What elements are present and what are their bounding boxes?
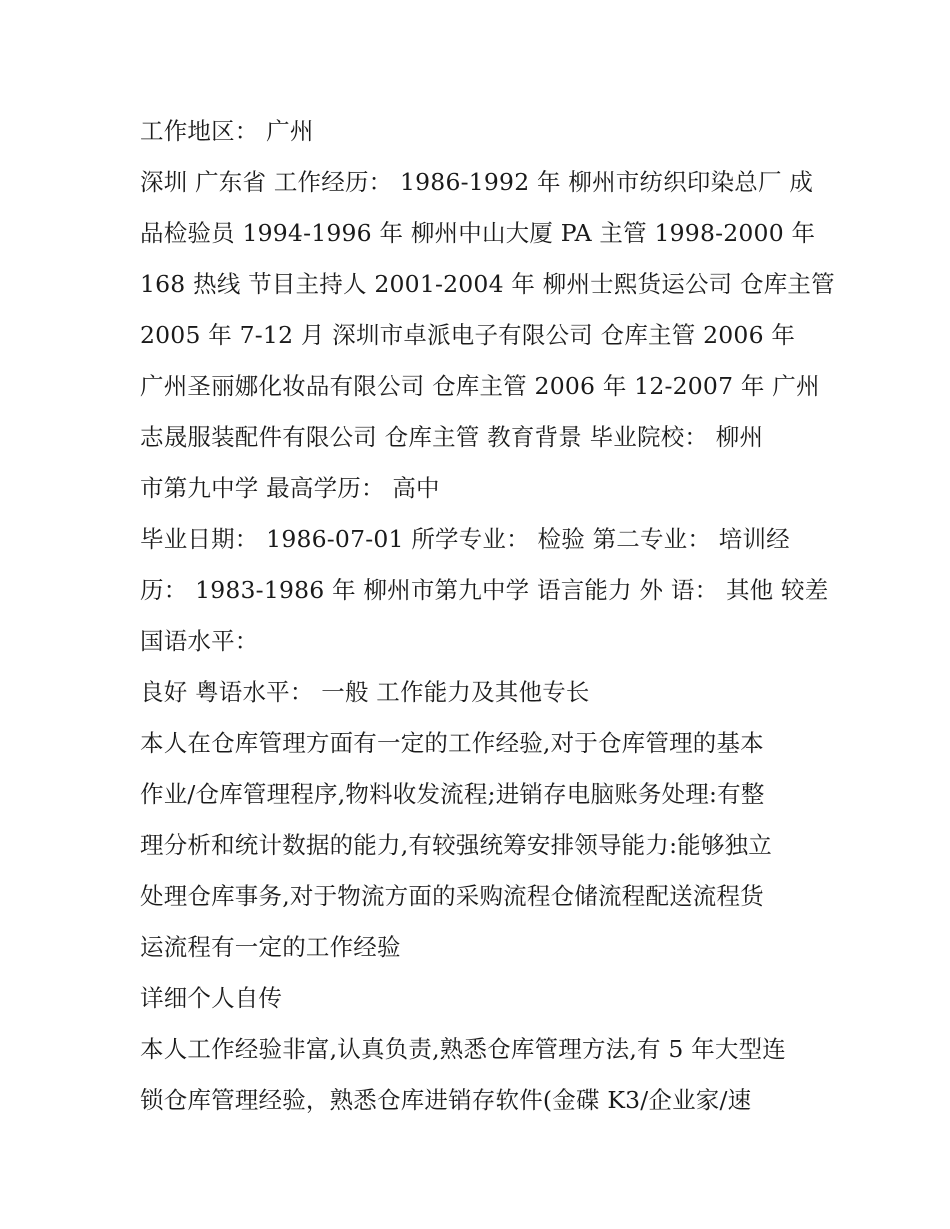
text-line-skills-5: 运流程有一定的工作经验 <box>140 933 401 961</box>
text-line-training-language: 历： 1983-1986 年 柳州市第九中学 语言能力 外 语： 其他 较差 <box>140 576 829 604</box>
text-line-graduation: 毕业日期： 1986-07-01 所学专业： 检验 第二专业： 培训经 <box>140 525 790 553</box>
text-line-skills-3: 理分析和统计数据的能力,有较强统筹安排领导能力:能够独立 <box>140 831 772 859</box>
text-line-work-history-2: 品检验员 1994-1996 年 柳州中山大厦 PA 主管 1998-2000 年 <box>140 219 816 247</box>
text-line-work-history-3: 168 热线 节目主持人 2001-2004 年 柳州士熙货运公司 仓库主管 <box>140 270 835 298</box>
section-heading-autobiography: 详细个人自传 <box>140 984 283 1012</box>
text-line-work-history-5: 广州圣丽娜化妆品有限公司 仓库主管 2006 年 12-2007 年 广州 <box>140 372 820 400</box>
text-line-work-history-1: 深圳 广东省 工作经历： 1986-1992 年 柳州市纺织印染总厂 成 <box>140 168 814 196</box>
text-line-skills-4: 处理仓库事务,对于物流方面的采购流程仓储流程配送流程货 <box>140 882 764 910</box>
text-line-skills-2: 作业/仓库管理程序,物料收发流程;进销存电脑账务处理:有整 <box>140 780 765 808</box>
text-line-education-2: 市第九中学 最高学历： 高中 <box>140 474 440 502</box>
text-line-work-region: 工作地区： 广州 <box>140 117 314 145</box>
text-line-cantonese-level: 良好 粤语水平： 一般 工作能力及其他专长 <box>140 678 590 706</box>
text-line-education-1: 志晟服装配件有限公司 仓库主管 教育背景 毕业院校： 柳州 <box>140 423 764 451</box>
text-line-autobiography-1: 本人工作经验非富,认真负责,熟悉仓库管理方法,有 5 年大型连 <box>140 1035 787 1063</box>
text-line-work-history-4: 2005 年 7-12 月 深圳市卓派电子有限公司 仓库主管 2006 年 <box>140 321 796 349</box>
text-line-mandarin-level: 国语水平： <box>140 627 259 655</box>
resume-text-block <box>140 106 835 1126</box>
text-line-skills-1: 本人在仓库管理方面有一定的工作经验,对于仓库管理的基本 <box>140 729 764 757</box>
text-line-autobiography-2: 锁仓库管理经验，熟悉仓库进销存软件(金碟 K3/企业家/速 <box>140 1086 752 1114</box>
